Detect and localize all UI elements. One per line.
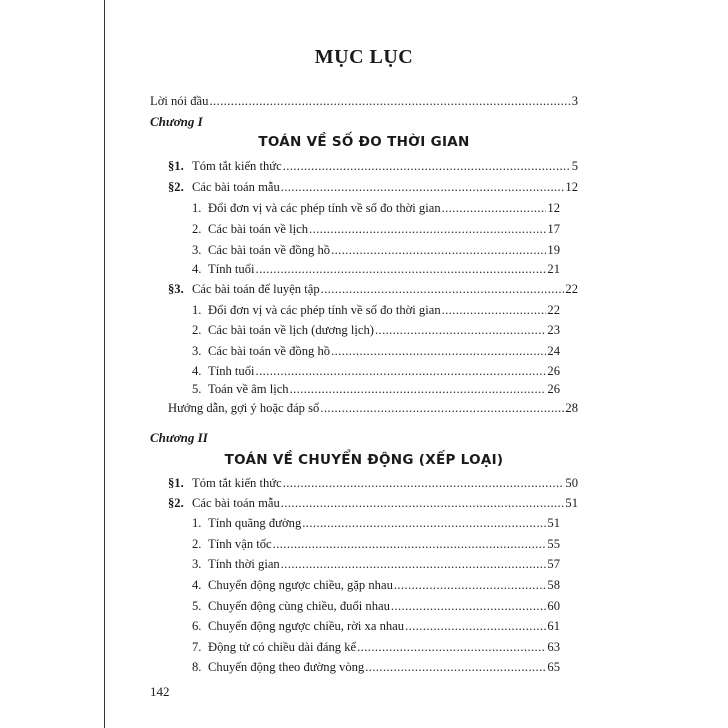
entry-label: Chuyển động cùng chiều, đuổi nhau (208, 599, 390, 613)
chapter-heading: TOÁN VỀ CHUYỂN ĐỘNG (XẾP LOẠI) (224, 452, 504, 468)
toc-entry-item (192, 381, 560, 397)
entry-number: 4. (192, 578, 202, 592)
entry-page: 22 (547, 303, 560, 317)
toc-entry-item (192, 598, 560, 614)
page-number: 142 (150, 684, 170, 699)
entry-page: 51 (565, 496, 578, 510)
entry-page: 28 (565, 401, 578, 415)
dot-leader (256, 363, 547, 379)
entry-page: 63 (547, 640, 560, 654)
entry-page: 21 (547, 262, 560, 276)
dot-leader (357, 639, 546, 655)
entry-number: 3. (192, 243, 202, 257)
entry-label: Tính quãng đường (208, 516, 302, 530)
entry-page: 19 (547, 243, 560, 257)
toc-entry-item (192, 556, 560, 572)
entry-page: 26 (547, 382, 560, 396)
entry-number: 4. (192, 364, 202, 378)
entry-label: Các bài toán về lịch (208, 222, 309, 236)
toc-entry-item (192, 322, 560, 338)
dot-leader (405, 618, 546, 634)
dot-leader (394, 577, 547, 593)
chapter-label: Chương I (150, 114, 203, 129)
entry-page: 3 (571, 94, 578, 108)
entry-number: 4. (192, 262, 202, 276)
entry-label: Các bài toán mẫu (192, 496, 280, 510)
entry-label: Tính tuổi (208, 262, 255, 276)
entry-page: 24 (547, 344, 560, 358)
dot-leader (320, 400, 564, 416)
toc-entry-item (192, 618, 560, 634)
entry-page: 55 (547, 537, 560, 551)
entry-number: 6. (192, 619, 202, 633)
entry-page: 26 (547, 364, 560, 378)
toc-entry-item (192, 536, 560, 552)
toc-entry-item (192, 515, 560, 531)
toc-entry-item (192, 200, 560, 216)
chapter-label: Chương II (150, 430, 208, 445)
toc-entry-section (168, 281, 578, 297)
entry-label: Tính thời gian (208, 557, 280, 571)
entry-label: Lời nói đầu (150, 94, 209, 108)
entry-page: 17 (547, 222, 560, 236)
dot-leader (442, 302, 547, 318)
entry-page: 12 (547, 201, 560, 215)
dot-leader (331, 242, 546, 258)
entry-label: Tính tuổi (208, 364, 255, 378)
entry-label: Đổi đơn vị và các phép tính về số đo thời gian (208, 201, 441, 215)
dot-leader (283, 158, 571, 174)
toc-entry-section (168, 158, 578, 174)
toc-entry-item (192, 659, 560, 675)
entry-label: Các bài toán về đồng hồ (208, 243, 331, 257)
dot-leader (309, 221, 546, 237)
entry-number: §2. (168, 496, 184, 510)
toc-entry-plain (168, 400, 578, 416)
entry-number: §2. (168, 180, 184, 194)
entry-label: Các bài toán về lịch (dương lịch) (208, 323, 374, 337)
toc-entry-section (168, 179, 578, 195)
dot-leader (273, 536, 547, 552)
entry-number: §3. (168, 282, 184, 296)
dot-leader (281, 556, 547, 572)
entry-page: 23 (547, 323, 560, 337)
entry-page: 65 (547, 660, 560, 674)
entry-label: Các bài toán về đồng hồ (208, 344, 331, 358)
entry-label: Toán về âm lịch (208, 382, 289, 396)
entry-page: 12 (565, 180, 578, 194)
dot-leader (375, 322, 546, 338)
entry-number: 5. (192, 382, 202, 396)
entry-page: 61 (547, 619, 560, 633)
dot-leader (283, 475, 565, 491)
dot-leader (442, 200, 547, 216)
toc-entry-item (192, 221, 560, 237)
entry-number: 1. (192, 303, 202, 317)
entry-page: 60 (547, 599, 560, 613)
dot-leader (302, 515, 546, 531)
entry-page: 51 (547, 516, 560, 530)
entry-number: 2. (192, 222, 202, 236)
dot-leader (256, 261, 547, 277)
entry-number: §1. (168, 159, 184, 173)
toc-entry-item (192, 639, 560, 655)
entry-number: 1. (192, 201, 202, 215)
entry-number: 5. (192, 599, 202, 613)
entry-number: 1. (192, 516, 202, 530)
entry-label: Tóm tắt kiến thức (192, 159, 282, 173)
toc-entry-item (192, 261, 560, 277)
entry-label: Các bài toán để luyện tập (192, 282, 320, 296)
toc-entry-item (192, 363, 560, 379)
entry-label: Chuyển động theo đường vòng (208, 660, 365, 674)
entry-number: §1. (168, 476, 184, 490)
entry-label: Đổi đơn vị và các phép tính về số đo thời gian (208, 303, 441, 317)
entry-label: Hướng dẫn, gợi ý hoặc đáp số (168, 401, 320, 415)
entry-number: 8. (192, 660, 202, 674)
entry-label: Tính vận tốc (208, 537, 272, 551)
entry-page: 58 (547, 578, 560, 592)
dot-leader (365, 659, 546, 675)
entry-label: Các bài toán mẫu (192, 180, 280, 194)
toc-entry-item (192, 242, 560, 258)
entry-number: 3. (192, 344, 202, 358)
dot-leader (209, 93, 570, 109)
dot-leader (331, 343, 546, 359)
entry-page: 57 (547, 557, 560, 571)
toc-entry-front (150, 93, 578, 109)
entry-number: 2. (192, 323, 202, 337)
page-spine-line (104, 0, 105, 728)
entry-label: Chuyển động ngược chiều, rời xa nhau (208, 619, 405, 633)
dot-leader (290, 381, 547, 397)
entry-number: 3. (192, 557, 202, 571)
page-title: MỤC LỤC (314, 46, 414, 68)
entry-page: 5 (571, 159, 578, 173)
entry-number: 7. (192, 640, 202, 654)
entry-page: 22 (565, 282, 578, 296)
entry-number: 2. (192, 537, 202, 551)
toc-entry-section (168, 475, 578, 491)
entry-label: Tóm tắt kiến thức (192, 476, 282, 490)
chapter-heading: TOÁN VỀ SỐ ĐO THỜI GIAN (258, 134, 470, 150)
dot-leader (321, 281, 565, 297)
dot-leader (281, 179, 565, 195)
toc-entry-item (192, 302, 560, 318)
toc-entry-item (192, 577, 560, 593)
entry-label: Chuyển động ngược chiều, gặp nhau (208, 578, 393, 592)
toc-entry-section (168, 495, 578, 511)
entry-label: Động tử có chiều dài đáng kể (208, 640, 357, 654)
entry-page: 50 (565, 476, 578, 490)
dot-leader (281, 495, 565, 511)
toc-entry-item (192, 343, 560, 359)
dot-leader (391, 598, 547, 614)
